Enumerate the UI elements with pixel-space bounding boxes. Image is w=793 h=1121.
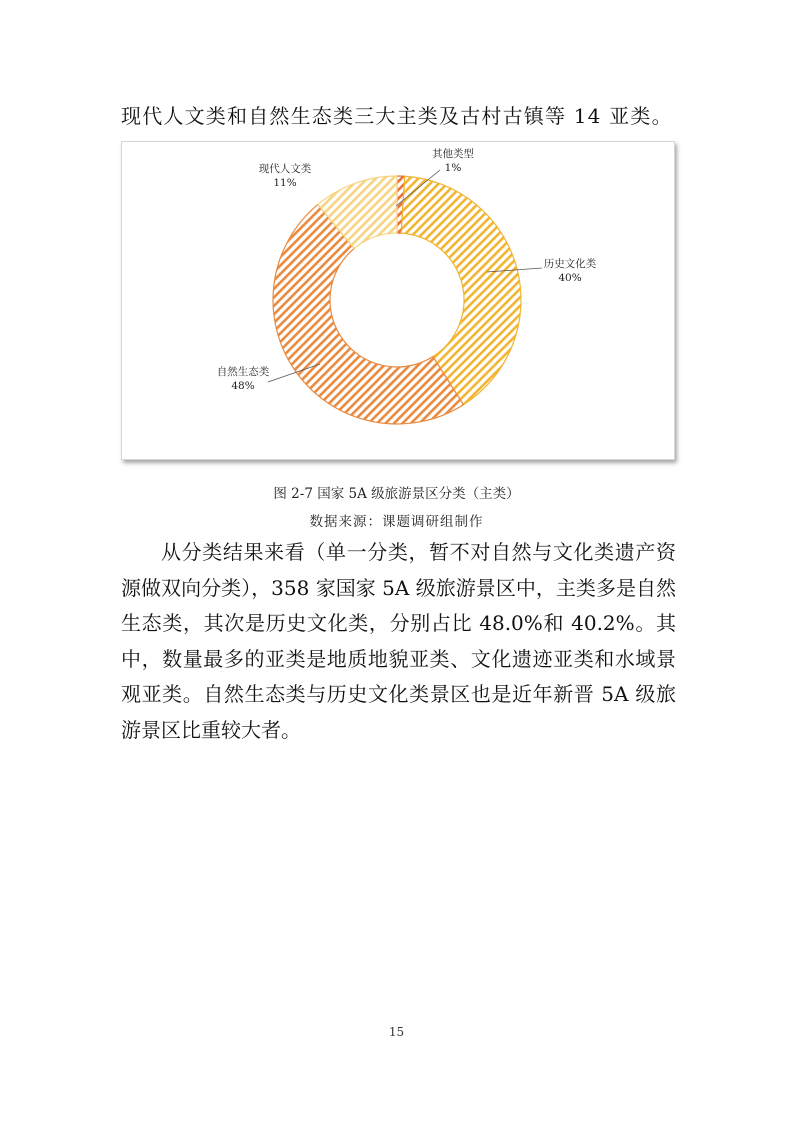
body-paragraph-block [121, 535, 676, 748]
donut-chart [121, 141, 675, 460]
body-paragraph: 从分类结果来看（单一分类，暂不对自然与文化类遗产资源做双向分类），358 家国家 5A 级旅游景区中，主类多是自然生态类，其次是历史文化类，分别占比 48.0%和 40.2%。其中，数量最多的亚类是地质地貌亚类、文化遗迹亚类和水域景观亚类。自然生态类与历史文化类景区也是近年新晋 5A 级旅游景区比重较大者。 [121, 540, 676, 742]
slice-percent-label: 1% [444, 162, 462, 174]
figure-caption: 图 2-7 国家 5A 级旅游景区分类（主类） [273, 486, 520, 502]
slice-percent-label: 48% [231, 380, 255, 392]
slice-label: 现代人文类 [258, 163, 312, 175]
slice-label: 自然生态类 [216, 366, 270, 378]
figure-source: 数据来源：课题调研组制作 [309, 514, 484, 530]
slice-label: 历史文化类 [543, 258, 597, 270]
slice-percent-label: 40% [558, 272, 582, 284]
slice-percent-label: 11% [273, 177, 297, 189]
intro-line: 现代人文类和自然生态类三大主类及古村古镇等 14 亚类。 [121, 104, 673, 128]
page-number: 15 [388, 1025, 405, 1039]
slice-label: 其他类型 [432, 148, 474, 160]
